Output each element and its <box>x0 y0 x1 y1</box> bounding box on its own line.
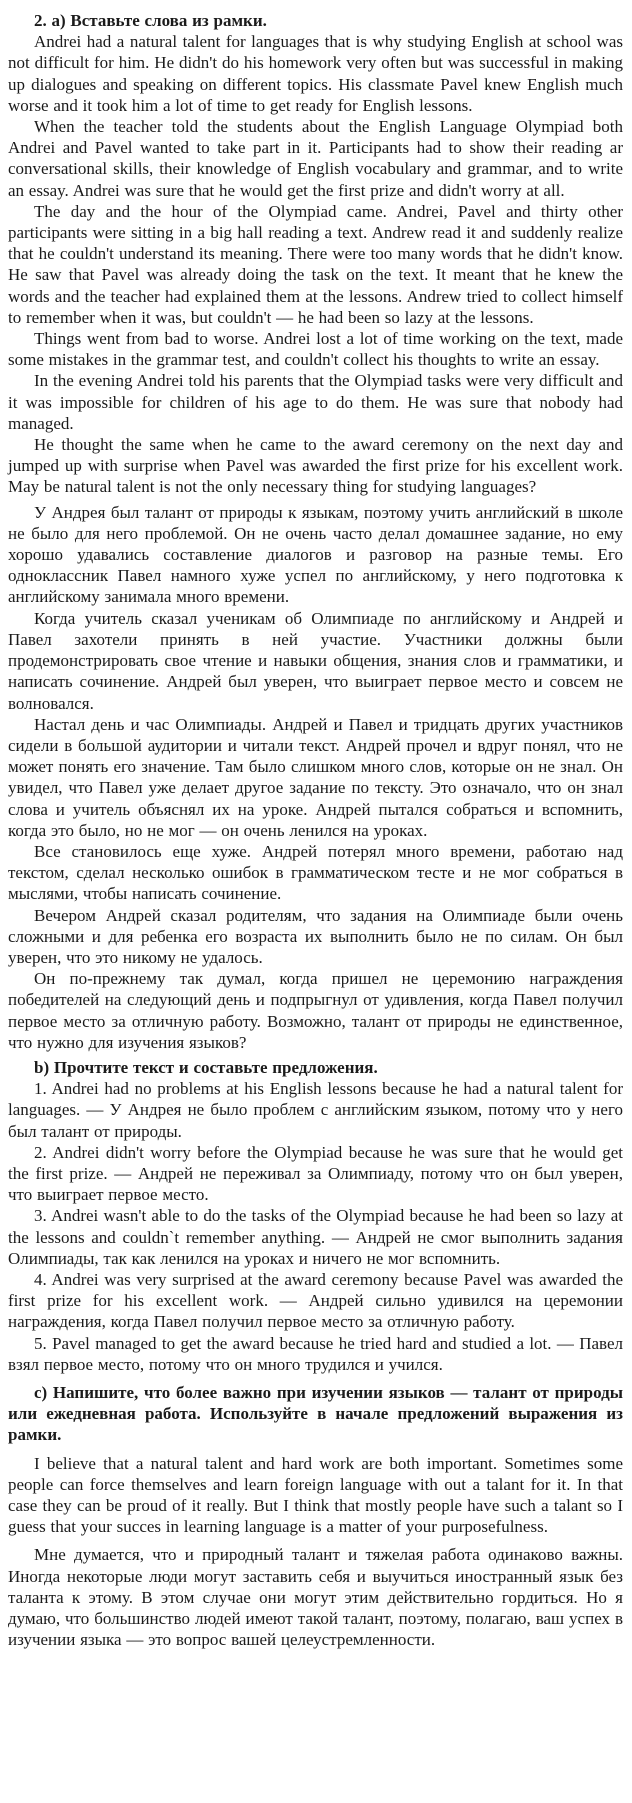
task-a-russian-paragraph-5: Вечером Андрей сказал родителям, что задания на Олимпиаде были очень сложными и для ребенка его возраста их выполнить было не по силам. Он был уверен, что это никому не удалось. <box>8 905 623 967</box>
task-b-heading: b) Прочтите текст и составьте предложения. <box>34 1057 378 1077</box>
task-a-russian-paragraph-1: У Андрея был талант от природы к языкам, поэтому учить английский в школе не было для него проблемой. Он не очень часто делал домашнее задание, но ему хорошо удавались составление диалогов и разговор на разные темы. Его одноклассник Павел намного хуже успел по английскому, у него подготовка к английскому занимала много времени. <box>8 502 623 607</box>
task-b-item-2: 2. Andrei didn't worry before the Olympiad because he was sure that he would get the first prize. — Андрей не переживал за Олимпиаду, потому что он был уверен, что выиграет первое место. <box>8 1142 623 1205</box>
task-a-english-paragraph-3: The day and the hour of the Olympiad came. Andrei, Pavel and thirty other participants were sitting in a big hall reading a text. Andrew read it and suddenly realize that he couldn't understand its meaning. There were too many words that he didn't know. He saw that Pavel was already doing the task on the text. It meant that he knew the words and the teacher had explained them at the lessons. Andrew tried to collect himself to remember when it was, but couldn't — he had been so lazy at the lessons. <box>8 201 623 327</box>
task-b-item-5: 5. Pavel managed to get the award because he tried hard and studied a lot. — Павел взял первое место, потому что он много трудился и учился. <box>8 1333 623 1374</box>
task-c-english-answer: I believe that a natural talent and hard work are both important. Sometimes some people can force themselves and learn foreign language with out a talant for it. In that case they can be proud of it really. But I think that mostly people have such a talant so I guess that your succes in learning language is a matter of your purposefulness. <box>8 1453 623 1537</box>
task-a-russian-paragraph-2: Когда учитель сказал ученикам об Олимпиаде по английскому и Андрей и Павел захотели принять в ней участие. Участники должны были продемонстрировать свое чтение и навыки общения, знания слов и грамматики, и написать сочинение. Андрей был уверен, что выиграет первое место и совсем не волновался. <box>8 608 623 713</box>
task-b-item-3: 3. Andrei wasn't able to do the tasks of the Olympiad because he had been so lazy at the lessons and couldn`t remember anything. — Андрей не смог выполнить задания Олимпиады, так как ленился на уроках и ничего не мог вспомнить. <box>8 1206 623 1268</box>
task-a-english-paragraph-1: Andrei had a natural talent for languages that is why studying English at school was not difficult for him. He didn't do his homework very often but was successful in making up dialogues and speaking on different topics. His classmate Pavel knew English much worse and it took him a lot of time to get ready for English lessons. <box>8 32 623 115</box>
task-a-heading: 2. a) Вставьте слова из рамки. <box>34 11 267 30</box>
task-a-english-paragraph-2: When the teacher told the students about the English Language Olympiad both Andrei and Pavel wanted to take part in it. Participants had to show their reading ar conversational skills, their knowledge of English vocabulary and grammar, and to write an essay. Andrei was sure that he would get the first prize and didn't worry at all. <box>8 117 623 200</box>
task-a-russian-paragraph-3: Настал день и час Олимпиады. Андрей и Павел и тридцать других участников сидели в большой аудитории и читали текст. Андрей прочел и вдруг понял, что не может понять его значение. Там было слишком много слов, которые он не знал. Он увидел, что Павел уже делает другое задание по тексту. Это означало, что он знал слова и учитель объяснял их на уроке. Андрей пытался собраться и вспомнить, когда это было, но не мог — он очень ленился на уроках. <box>8 714 623 840</box>
task-c-russian-answer: Мне думается, что и природный талант и тяжелая работа одинаково важны. Иногда некоторые люди могут заставить себя и выучиться иностранный язык без таланта к этому. В этом случае они могут этим действительно гордиться. Но я думаю, что большинство людей имеют такой талант, поэтому, полагаю, ваш успех в изучении языка — это вопрос вашей целеустремленности. <box>8 1545 623 1650</box>
task-b-item-1: 1. Andrei had no problems at his English lessons because he had a natural talent for languages. — У Андрея не было проблем с английским языком, потому что у него был талант от природы. <box>8 1079 623 1141</box>
task-a-russian-paragraph-4: Все становилось еще хуже. Андрей потерял много времени, работаю над текстом, сделал несколько ошибок в грамматическом тесте и не мог собраться в мыслями, чтобы написать сочинение. <box>8 841 623 904</box>
task-a-russian-paragraph-6: Он по-прежнему так думал, когда пришел не церемонию награждения победителей на следующий день и подпрыгнул от удивления, когда Павел получил первое место за отличную работу. Возможно, талант от природы не единственное, что нужно для изучения языков? <box>8 969 623 1052</box>
task-c-heading: c) Напишите, что более важно при изучении языков — талант от природы или ежедневная работа. Используйте в начале предложений выражения из рамки. <box>8 1383 623 1445</box>
task-a-english-paragraph-5: In the evening Andrei told his parents that the Olympiad tasks were very difficult and it was impossible for children of his age to do them. He was sure that nobody had managed. <box>8 371 623 433</box>
task-a-english-paragraph-4: Things went from bad to worse. Andrei lost a lot of time working on the text, made some mistakes in the grammar test, and couldn't collect his thoughts to write an essay. <box>8 329 623 370</box>
task-a-english-paragraph-6: He thought the same when he came to the award ceremony on the next day and jumped up with surprise when Pavel was awarded the first prize for his excellent work. May be natural talent is not the only necessary thing for studying languages? <box>8 435 623 497</box>
task-b-item-4: 4. Andrei was very surprised at the award ceremony because Pavel was awarded the first prize for his excellent work. — Андрей сильно удивился на церемонии награждения, когда Павел получил первое место за отличную работу. <box>8 1269 623 1332</box>
